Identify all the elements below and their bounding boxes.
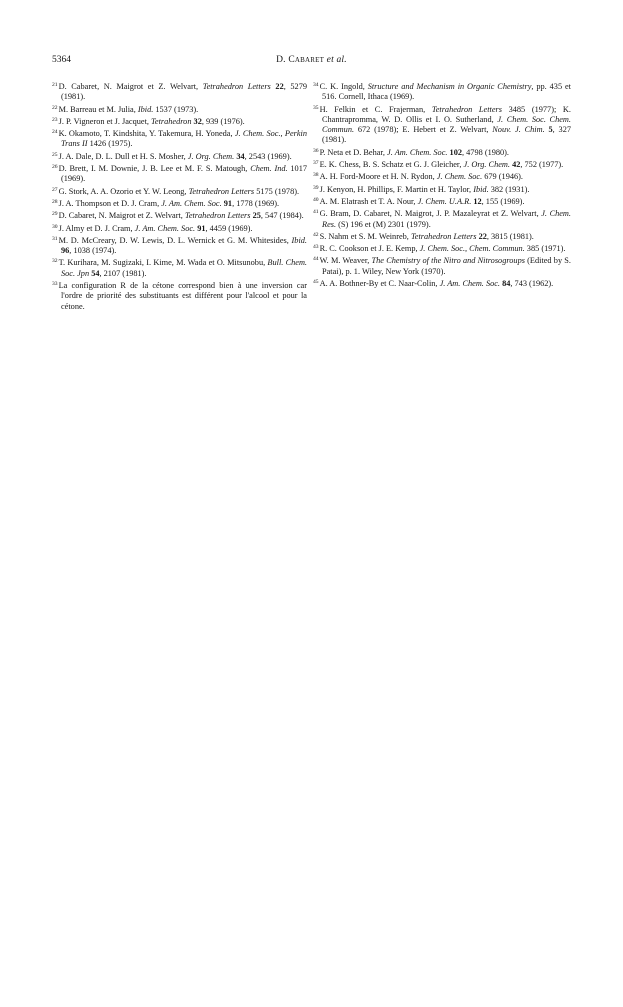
reference-number: 41 xyxy=(313,209,319,216)
reference-text: C. K. Ingold, xyxy=(319,82,368,91)
reference-text: J. Am. Chem. Soc. xyxy=(134,223,196,233)
reference-text: , 743 (1962). xyxy=(510,279,554,289)
reference-text: 1017 (1969). xyxy=(61,164,307,184)
reference-text: G. Stork, A. A. Ozorio et Y. W. Leong, xyxy=(58,186,189,196)
reference-number: 29 xyxy=(52,211,58,218)
reference-text: W. M. Weaver, xyxy=(319,256,372,266)
reference-item xyxy=(313,170,571,182)
reference-number: 42 xyxy=(313,231,319,238)
reference-item xyxy=(313,103,571,146)
reference-text: S. Nahm et S. M. Weinreb, xyxy=(319,231,411,241)
reference-text: A. M. Elatrash et T. A. Nour, xyxy=(319,196,418,206)
reference-item xyxy=(52,127,307,150)
reference-text: , 5279 (1981). xyxy=(61,82,307,102)
reference-number: 44 xyxy=(313,256,319,263)
reference-text: , 2543 (1969). xyxy=(244,151,292,161)
reference-text: Tetrahedron Letters xyxy=(188,186,255,196)
reference-item xyxy=(52,80,307,103)
reference-text: The Chemistry of the Nitro and Nitrosogroups xyxy=(371,256,525,266)
reference-item xyxy=(52,103,307,115)
reference-text: 382 (1931). xyxy=(488,184,530,194)
reference-text: , 2107 (1981). xyxy=(99,268,147,278)
reference-text: J. Chem. Soc. xyxy=(436,172,483,182)
reference-item xyxy=(52,150,307,162)
reference-text: La configuration R de la cétone correspond bien à une inversion car l'ordre de priorité des substituants est différent pour l'alcool et pour la cétone. xyxy=(58,281,307,311)
reference-text: J. Org. Chem. xyxy=(187,151,235,161)
reference-number: 28 xyxy=(52,198,58,205)
reference-text: , 547 (1984). xyxy=(260,211,304,221)
reference-item xyxy=(313,277,571,289)
reference-text: J. Am. Chem. Soc. xyxy=(439,279,501,289)
reference-item xyxy=(52,197,307,209)
reference-text: , 4459 (1969). xyxy=(205,223,253,233)
reference-item xyxy=(52,209,307,221)
reference-text: 34 xyxy=(236,151,245,161)
reference-text: D. Brett, I. M. Downie, J. B. Lee et M. F. S. Matough, xyxy=(58,164,251,174)
reference-text: J. Chem. Soc., Perkin Trans II xyxy=(61,129,307,149)
reference-text: , 1038 (1974). xyxy=(69,246,117,256)
reference-item xyxy=(52,162,307,185)
running-head xyxy=(0,55,623,65)
reference-number: 33 xyxy=(52,281,58,288)
reference-number: 37 xyxy=(313,160,319,167)
reference-text: 32 xyxy=(193,116,202,126)
reference-item xyxy=(313,183,571,195)
reference-item xyxy=(313,230,571,242)
reference-text: J. Chem. U.A.R. xyxy=(417,196,472,206)
reference-text: 12 xyxy=(473,196,482,206)
reference-text: Bull. Chem. Soc. Jpn xyxy=(61,258,308,278)
reference-text: Tetrahedron Letters xyxy=(431,104,502,114)
reference-text: , 4798 (1980). xyxy=(462,147,510,157)
reference-text: Tetrahedron Letters xyxy=(202,82,271,91)
reference-text: 679 (1946). xyxy=(482,172,523,182)
reference-text: , 155 (1969). xyxy=(481,196,525,206)
reference-text: , 939 (1976). xyxy=(201,116,245,126)
reference-text: A. A. Bothner-By et C. Naar-Colin, xyxy=(319,279,440,289)
reference-text: K. Okamoto, T. Kindshita, Y. Takemura, H. Yoneda, xyxy=(58,129,235,139)
reference-item xyxy=(52,115,307,127)
reference-text: M. Barreau et M. Julia, xyxy=(58,104,138,114)
reference-number: 32 xyxy=(52,258,58,265)
reference-number: 43 xyxy=(313,244,319,251)
reference-text: Nouv. J. Chim. xyxy=(492,125,545,135)
reference-number: 24 xyxy=(52,129,58,136)
reference-text: J. Chem. Res. xyxy=(322,209,572,229)
reference-text: E. K. Chess, B. S. Schatz et G. J. Gleicher, xyxy=(319,160,464,170)
reference-number: 27 xyxy=(52,186,58,193)
reference-item xyxy=(52,185,307,197)
reference-text: R. C. Cookson et J. E. Kemp, xyxy=(319,244,420,254)
reference-item xyxy=(52,279,307,312)
reference-number: 39 xyxy=(313,184,319,191)
reference-item xyxy=(313,207,571,230)
reference-text: Structure and Mechanism in Organic Chemistry xyxy=(367,82,532,91)
reference-text: 5175 (1978). xyxy=(254,186,300,196)
reference-text: 91 xyxy=(223,198,233,208)
reference-text: P. Neta et D. Behar, xyxy=(319,147,388,157)
reference-text: J. Chem. Soc. Chem. Commun. xyxy=(322,114,571,135)
reference-text: J. Kenyon, H. Phillips, F. Martin et H. Taylor, xyxy=(319,184,474,194)
reference-text: , 3815 (1981). xyxy=(486,231,534,241)
reference-text: J. A. Thompson et D. J. Cram, xyxy=(58,198,162,208)
reference-text: J. Almy et D. J. Cram, xyxy=(58,223,135,233)
reference-item xyxy=(313,195,571,207)
reference-number: 30 xyxy=(52,223,58,230)
reference-text: Ibid. xyxy=(291,235,307,245)
reference-text: 1426 (1975). xyxy=(87,139,133,149)
reference-text: H. Felkin et C. Frajerman, xyxy=(319,104,432,114)
reference-text: 42 xyxy=(512,160,521,170)
reference-text: 3485 (1977); K. Chantrapromma, W. D. Ollis et I. O. Sutherland, xyxy=(322,104,571,124)
reference-text: Ibid. xyxy=(473,184,489,194)
reference-text: (Edited by S. Patai), p. 1. Wiley, New York (1970). xyxy=(322,256,571,276)
reference-text: 54 xyxy=(91,268,100,278)
reference-text: 672 (1978); E. Hebert et Z. Welvart, xyxy=(354,125,493,135)
reference-item xyxy=(313,80,571,103)
reference-number: 34 xyxy=(313,82,319,88)
reference-number: 45 xyxy=(313,279,319,286)
reference-text: D. Cabaret, N. Maigrot et Z. Welvart, xyxy=(58,211,185,221)
reference-item xyxy=(313,242,571,254)
reference-text: M. D. McCreary, D. W. Lewis, D. L. Wernick et G. M. Whitesides, xyxy=(58,235,292,245)
reference-text: J. Am. Chem. Soc. xyxy=(387,147,448,157)
reference-text: Chem. Ind. xyxy=(250,164,288,174)
reference-text: Tetrahedron Letters xyxy=(184,211,251,221)
reference-item xyxy=(52,234,307,257)
reference-text: 102 xyxy=(449,147,462,157)
reference-text: D. Cabaret, N. Maigrot et Z. Welvart, xyxy=(58,82,203,91)
reference-number: 26 xyxy=(52,164,58,171)
reference-text: (S) 196 et (M) 2301 (1979). xyxy=(336,219,431,229)
reference-text: Ibid. xyxy=(137,104,154,114)
reference-text: J. P. Vigneron et J. Jacquet, xyxy=(58,116,152,126)
reference-number: 31 xyxy=(52,235,58,242)
reference-text: G. Bram, D. Cabaret, N. Maigrot, J. P. Mazaleyrat et Z. Welvart, xyxy=(319,209,542,219)
reference-item xyxy=(313,146,571,158)
running-head-etal: et al. xyxy=(326,55,347,65)
page-number: 5364 xyxy=(52,55,71,65)
reference-text: 96 xyxy=(61,246,70,256)
reference-text: Tetrahedron xyxy=(151,116,192,126)
reference-item xyxy=(52,256,307,279)
reference-text: T. Kurihara, M. Sugizaki, I. Kime, M. Wada et O. Mitsunobu, xyxy=(58,258,268,268)
reference-text: , 1778 (1969). xyxy=(232,198,280,208)
reference-text: J. Chem. Soc., Chem. Commun. xyxy=(419,244,525,254)
reference-text: A. H. Ford-Moore et H. N. Rydon, xyxy=(319,172,437,182)
reference-item xyxy=(313,158,571,170)
reference-text: 385 (1971). xyxy=(524,244,566,254)
references-left-column xyxy=(52,80,307,312)
reference-text: , 327 (1981). xyxy=(322,125,572,145)
reference-number: 35 xyxy=(313,104,319,111)
reference-text: , 752 (1977). xyxy=(520,160,564,170)
reference-text: 5 xyxy=(548,125,553,135)
reference-text: J. A. Dale, D. L. Dull et H. S. Mosher, xyxy=(58,151,188,161)
reference-number: 23 xyxy=(52,116,58,123)
reference-text: J. Am. Chem. Soc. xyxy=(161,198,222,208)
reference-text: 84 xyxy=(502,279,511,289)
reference-item xyxy=(52,222,307,234)
reference-number: 21 xyxy=(52,82,58,88)
reference-text: 25 xyxy=(252,211,261,221)
reference-number: 25 xyxy=(52,151,58,158)
reference-text: 22 xyxy=(275,82,284,91)
reference-number: 36 xyxy=(313,147,319,154)
reference-text: 22 xyxy=(478,231,487,241)
reference-number: 40 xyxy=(313,196,319,203)
reference-text: Tetrahedron Letters xyxy=(410,231,477,241)
reference-item xyxy=(313,254,571,277)
reference-number: 38 xyxy=(313,172,319,179)
running-head-authors: D. Cabaret xyxy=(276,55,325,65)
reference-text: 1537 (1973). xyxy=(153,104,199,114)
reference-text: 91 xyxy=(197,223,206,233)
reference-number: 22 xyxy=(52,104,58,111)
reference-text: J. Org. Chem. xyxy=(463,160,510,170)
references-right-column xyxy=(313,80,571,289)
reference-text: , pp. 435 et 516. Cornell, Ithaca (1969). xyxy=(322,82,571,102)
